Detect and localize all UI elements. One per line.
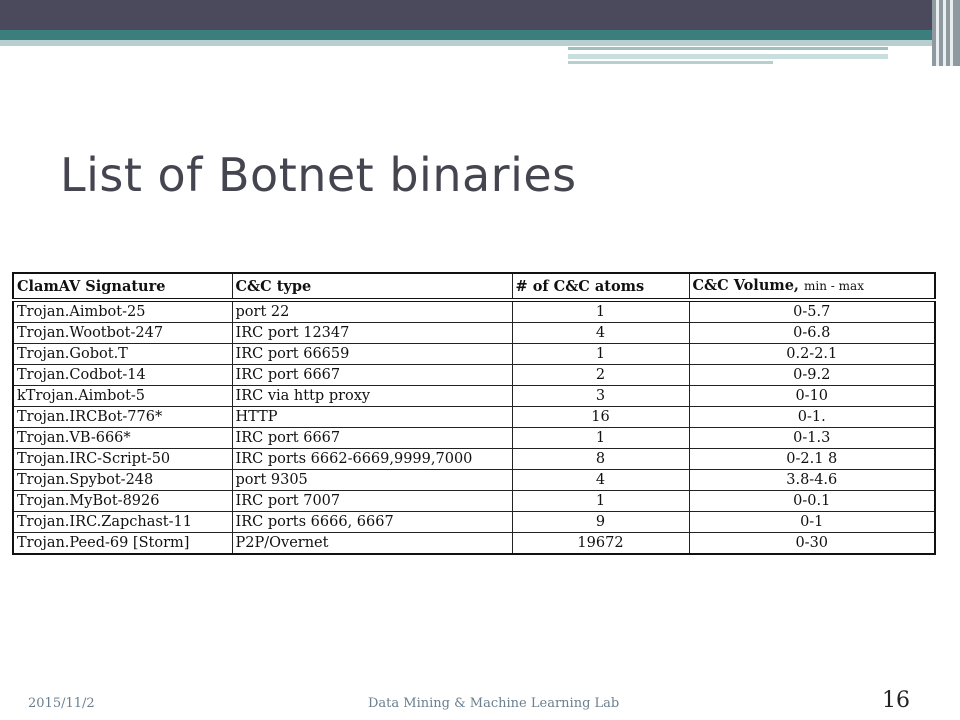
cell-atoms: 19672 [512, 533, 689, 555]
cell-volume: 0-1. [689, 407, 935, 428]
table-row [13, 365, 935, 386]
top-banner [0, 0, 960, 30]
header-cc-type: C&C type [232, 273, 512, 300]
accent-stripe-light [0, 40, 935, 46]
slide-title: List of Botnet binaries [60, 148, 577, 202]
table-row [13, 533, 935, 555]
cell-atoms: 4 [512, 470, 689, 491]
cell-signature: Trojan.Gobot.T [13, 344, 232, 365]
cell-type: port 22 [232, 300, 512, 323]
cell-type: IRC port 6667 [232, 365, 512, 386]
cell-atoms: 9 [512, 512, 689, 533]
cell-signature: Trojan.IRCBot-776* [13, 407, 232, 428]
header-cc-volume-label: C&C Volume, [692, 277, 799, 294]
table-row [13, 323, 935, 344]
table-header-row [13, 273, 935, 300]
botnet-table [12, 272, 936, 555]
table-row [13, 449, 935, 470]
cell-signature: Trojan.Wootbot-247 [13, 323, 232, 344]
cell-atoms: 4 [512, 323, 689, 344]
cell-atoms: 2 [512, 365, 689, 386]
cell-atoms: 16 [512, 407, 689, 428]
cell-atoms: 3 [512, 386, 689, 407]
cell-type: IRC port 12347 [232, 323, 512, 344]
table-row [13, 344, 935, 365]
cell-type: IRC ports 6662-6669,9999,7000 [232, 449, 512, 470]
cell-volume: 0.2-2.1 [689, 344, 935, 365]
page-number: 16 [882, 688, 910, 713]
cell-atoms: 1 [512, 300, 689, 323]
cell-volume: 0-1 [689, 512, 935, 533]
cell-signature: Trojan.Peed-69 [Storm] [13, 533, 232, 555]
accent-line [568, 47, 888, 50]
accent-line [568, 61, 773, 64]
footer-lab-name: Data Mining & Machine Learning Lab [368, 696, 620, 711]
cell-type: IRC port 6667 [232, 428, 512, 449]
cell-signature: Trojan.Aimbot-25 [13, 300, 232, 323]
table-row [13, 491, 935, 512]
accent-stripe [0, 30, 935, 40]
table-row [13, 407, 935, 428]
cell-type: port 9305 [232, 470, 512, 491]
cell-type: IRC via http proxy [232, 386, 512, 407]
cell-signature: Trojan.IRC-Script-50 [13, 449, 232, 470]
table-row [13, 386, 935, 407]
table-row [13, 470, 935, 491]
cell-signature: Trojan.Spybot-248 [13, 470, 232, 491]
cell-volume: 0-5.7 [689, 300, 935, 323]
cell-type: HTTP [232, 407, 512, 428]
header-cc-atoms: # of C&C atoms [512, 273, 689, 300]
cell-type: P2P/Overnet [232, 533, 512, 555]
cell-type: IRC port 66659 [232, 344, 512, 365]
table-row [13, 300, 935, 323]
cell-type: IRC port 7007 [232, 491, 512, 512]
accent-line [568, 54, 888, 59]
table-row [13, 428, 935, 449]
cell-volume: 0-0.1 [689, 491, 935, 512]
footer-date: 2015/11/2 [28, 696, 95, 711]
header-cc-volume-sub: min - max [804, 279, 864, 293]
cell-atoms: 1 [512, 428, 689, 449]
table-row [13, 512, 935, 533]
cell-volume: 0-2.1 8 [689, 449, 935, 470]
cell-signature: kTrojan.Aimbot-5 [13, 386, 232, 407]
cell-atoms: 1 [512, 344, 689, 365]
header-signature: ClamAV Signature [13, 273, 232, 300]
cell-type: IRC ports 6666, 6667 [232, 512, 512, 533]
cell-signature: Trojan.Codbot-14 [13, 365, 232, 386]
cell-volume: 0-10 [689, 386, 935, 407]
header-cc-volume [689, 273, 935, 300]
cell-volume: 0-9.2 [689, 365, 935, 386]
cell-atoms: 1 [512, 491, 689, 512]
cell-volume: 0-30 [689, 533, 935, 555]
cell-volume: 3.8-4.6 [689, 470, 935, 491]
corner-decoration [932, 0, 960, 66]
cell-volume: 0-6.8 [689, 323, 935, 344]
cell-signature: Trojan.IRC.Zapchast-11 [13, 512, 232, 533]
cell-signature: Trojan.VB-666* [13, 428, 232, 449]
cell-signature: Trojan.MyBot-8926 [13, 491, 232, 512]
cell-atoms: 8 [512, 449, 689, 470]
cell-volume: 0-1.3 [689, 428, 935, 449]
